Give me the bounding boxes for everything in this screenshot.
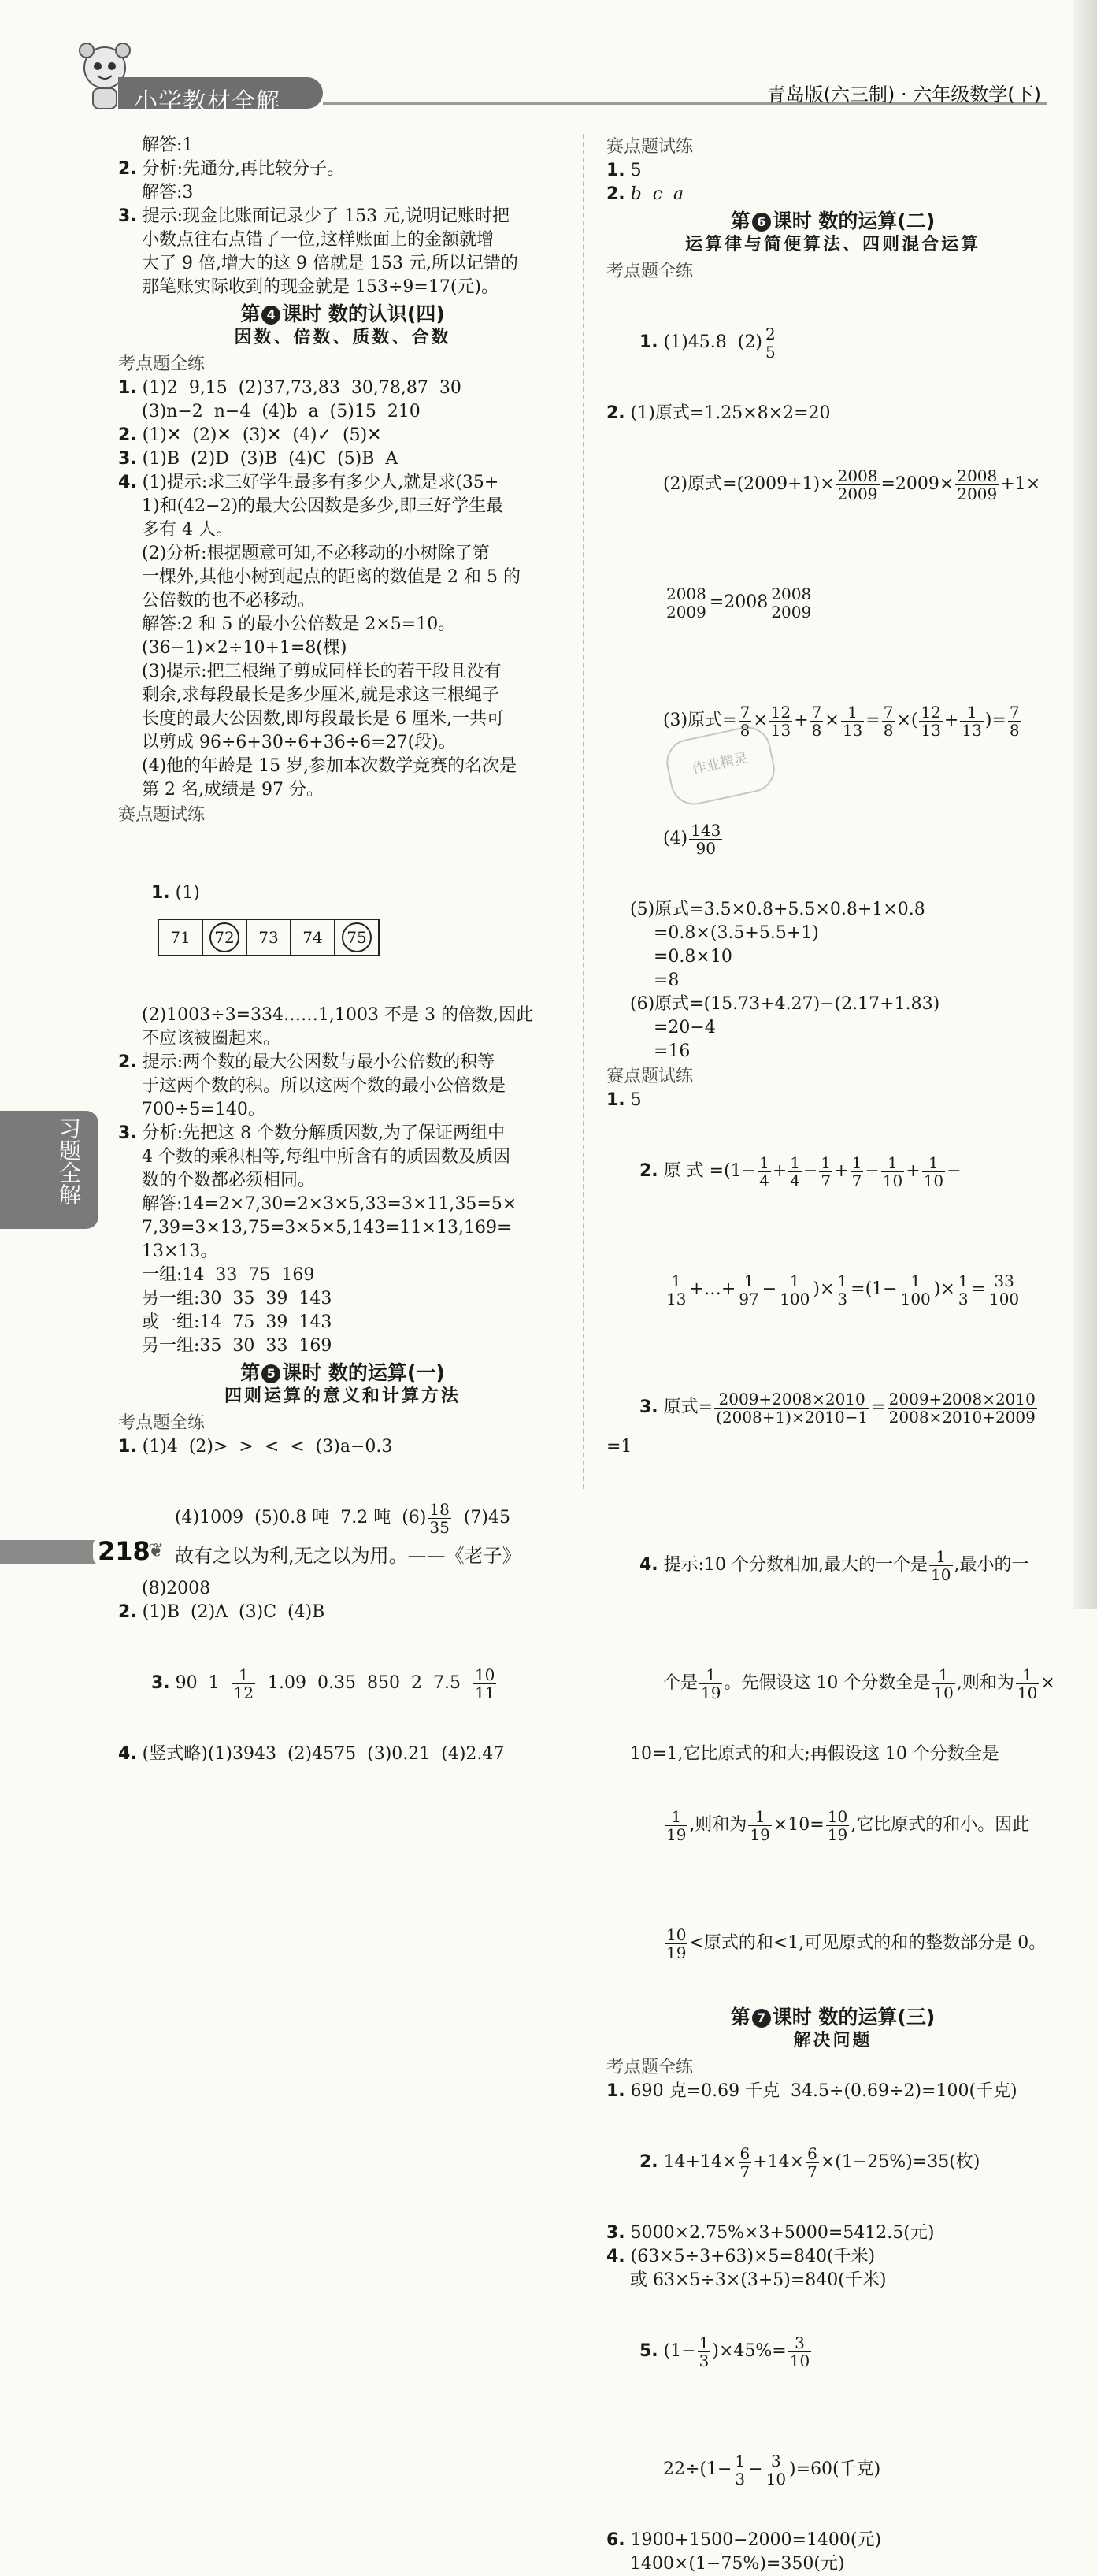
answer-line: 另一组:35 30 33 169 bbox=[142, 1336, 332, 1356]
lesson-subtitle: 因数、倍数、质数、合数 bbox=[234, 328, 451, 347]
answer-line: (3)提示:把三根绳子剪成同样长的若干段且没有 bbox=[142, 662, 502, 681]
answer-line: 多有 4 人。 bbox=[142, 520, 233, 540]
answer-line: 一棵外,其他小树到起点的距离的数值是 2 和 5 的 bbox=[142, 567, 521, 587]
lesson-title: 第 5 课时 数的运算(一) bbox=[240, 1361, 445, 1384]
side-tab-label: 习题全解 bbox=[56, 1117, 82, 1205]
answer-line: (5)原式=3.5×0.8+5.5×0.8+1×0.8 bbox=[630, 900, 925, 919]
answer-line: (6)原式=(15.73+4.27)−(2.17+1.83) bbox=[630, 994, 940, 1014]
footer-quote: 故有之以为利,无之以为用。——《老子》 bbox=[175, 1545, 521, 1567]
answer-line: 个是 $\frac{1}{19}$ 。先假设这 10 个分数全是 $\frac{1}{10}$ ,则和为 $\frac{1}{10}$ × bbox=[662, 1665, 1055, 1702]
answer-line: 10=1,它比原式的和大;再假设这 10 个分数全是 bbox=[630, 1744, 999, 1764]
watermark-stamp: 作业精灵 bbox=[662, 722, 780, 809]
leaf-icon: ❦ bbox=[148, 1539, 165, 1561]
answer-line: =0.8×10 bbox=[654, 947, 732, 967]
answer-line: 公倍数的也不必移动。 bbox=[142, 591, 316, 611]
section-label: 赛点题试练 bbox=[606, 1067, 694, 1086]
answer-line: (2)分析:根据题意可知,不必移动的小树除了第 bbox=[142, 544, 490, 563]
answer-line: (1)2 9,15 (2)37,73,83 30,78,87 30 bbox=[142, 378, 461, 398]
grid-cell: 71 bbox=[159, 919, 203, 956]
lesson-number-badge: 7 bbox=[752, 2009, 771, 2028]
answer-line: $\frac{10}{19}$ <原式的和<1,可见原式的和的整数部分是 0。 bbox=[665, 1925, 1047, 1962]
answer-line: (3)原式= $\frac{7}{8}$ × $\frac{12}{13}$ + $\frac{7}{8}$ × $\frac{1}{13}$ = $\frac{7}{8}$ ×( $\frac{12}{13}$ + $\frac{1}{13}$ )= $\frac{7}{8}$ bbox=[662, 702, 1020, 740]
item-number: 2. bbox=[118, 159, 137, 179]
section-label: 赛点题试练 bbox=[118, 805, 206, 825]
answer-line: 一组:14 33 75 169 bbox=[142, 1265, 315, 1285]
answer-line: (4) $\frac{143}{90}$ bbox=[662, 820, 721, 858]
answer-line: 4 个数的乘积相等,每组中所含有的质因数及质因 bbox=[142, 1147, 510, 1167]
grid-cell-circled: 72 bbox=[203, 919, 247, 956]
fraction: $\frac{18}{35}$ bbox=[429, 1499, 450, 1537]
lesson-number-badge: 5 bbox=[261, 1364, 280, 1383]
lesson-subtitle: 四则运算的意义和计算方法 bbox=[224, 1386, 461, 1406]
lesson-title: 第 4 课时 数的认识(四) bbox=[240, 303, 445, 325]
answer-line: 1)和(42−2)的最大公因数是多少,即三好学生最 bbox=[142, 496, 504, 516]
answer-line: $\frac{1}{13}$ +…+ $\frac{1}{97}$ − $\frac{1}{100}$ )× $\frac{1}{3}$ =(1− $\frac{1}{100}$ )× $\frac{1}{3}$ = $\frac{33}{100}$ bbox=[665, 1271, 1020, 1308]
answer-line: (8)2008 bbox=[142, 1579, 211, 1598]
answer-line: 13×13。 bbox=[142, 1242, 218, 1261]
answer-line: 第 2 名,成绩是 97 分。 bbox=[142, 780, 324, 800]
answer-line: 690 克=0.69 千克 34.5÷(0.69÷2)=100(千克) bbox=[630, 2081, 1017, 2101]
answer-line: 提示:两个数的最大公因数与最小公倍数的积等 bbox=[142, 1052, 495, 1072]
answer-line: 1900+1500−2000=1400(元) bbox=[630, 2530, 882, 2550]
answer-line: (63×5÷3+63)×5=840(千米) bbox=[630, 2247, 876, 2266]
answer-line: (1)4 (2)> > < < (3)a−0.3 bbox=[142, 1437, 393, 1457]
side-tab bbox=[0, 1111, 98, 1229]
answer-line: (2)原式=(2009+1)× $\frac{2008}{2009}$ =2009× $\frac{2008}{2009}$ +1× bbox=[662, 466, 1041, 503]
answer-line: (竖式略)(1)3943 (2)4575 (3)0.21 (4)2.47 bbox=[142, 1744, 505, 1764]
answer-line: 1400×(1−75%)=350(元) bbox=[630, 2554, 845, 2574]
section-label: 考点题全练 bbox=[118, 1413, 206, 1433]
answer-line: 4. 提示:10 个分数相加,最大的一个是 $\frac{1}{10}$ ,最小的一 bbox=[639, 1546, 1029, 1584]
answer-line: 或一组:14 75 39 143 bbox=[142, 1312, 332, 1332]
fraction: $\frac{1}{12}$ bbox=[233, 1665, 254, 1702]
answer-line: 另一组:30 35 39 143 bbox=[142, 1289, 332, 1308]
lesson-subtitle: 运算律与简便算法、四则混合运算 bbox=[684, 235, 980, 254]
answer-line: (1)B (2)D (3)B (4)C (5)B A bbox=[142, 449, 398, 469]
grid-cell: 73 bbox=[247, 919, 291, 956]
lesson-title: 第 7 课时 数的运算(三) bbox=[730, 2006, 936, 2029]
answer-line: (36−1)×2÷10+1=8(棵) bbox=[142, 638, 347, 658]
answer-line: =20−4 bbox=[654, 1018, 716, 1037]
page-edge bbox=[1073, 0, 1097, 1609]
answer-line: 5. (1− $\frac{1}{3}$ )×45%= $\frac{3}{10}$ bbox=[639, 2333, 810, 2370]
lesson-number-badge: 6 bbox=[752, 213, 771, 232]
answer-line: 于这两个数的积。所以这两个数的最小公倍数是 bbox=[142, 1076, 506, 1096]
answer-line: 7,39=3×13,75=3×5×5,143=11×13,169= bbox=[142, 1218, 512, 1238]
text-line: 解答:1 bbox=[142, 135, 194, 155]
answer-line: (4)1009 (5)0.8 吨 7.2 吨 (6) $\frac{18}{35}$ (7)45 bbox=[174, 1499, 510, 1537]
answer-line: =8 bbox=[654, 971, 680, 990]
edition-label: 青岛版(六三制) · 六年级数学(下) bbox=[766, 84, 1041, 106]
grid-cell-circled: 75 bbox=[335, 919, 380, 956]
fraction: $\frac{10}{11}$ bbox=[474, 1665, 495, 1702]
text-line: 分析:先通分,再比较分子。 bbox=[142, 159, 345, 179]
answer-line: 22÷(1− $\frac{1}{3}$ − $\frac{3}{10}$ )=60(千克) bbox=[662, 2451, 881, 2489]
answer-line: =16 bbox=[654, 1041, 691, 1061]
answer-line: 5 bbox=[630, 1090, 642, 1110]
answer-line: 3. 原式= $\frac{2009+2008\times 2010}{(2008+1)\times 2010-1}$ = $\frac{2009+2008\times 2010}{2008\times 2010+2009}$ =1 bbox=[606, 1389, 1036, 1457]
book-title: 小学教材全解 bbox=[134, 88, 280, 116]
grid-cell: 74 bbox=[291, 919, 335, 956]
answer-line: 或 63×5÷3×(3+5)=840(千米) bbox=[630, 2270, 887, 2290]
lesson-number-badge: 4 bbox=[261, 306, 280, 325]
answer-line: 1. (1)45.8 (2) $\frac{2}{5}$ bbox=[639, 324, 776, 362]
page-number: 218 bbox=[93, 1536, 155, 1566]
answer-line: 解答:2 和 5 的最小公倍数是 2×5=10。 bbox=[142, 614, 456, 634]
answer-line: 长度的最大公因数,即每段最长是 6 厘米,一共可 bbox=[142, 709, 504, 729]
answer-line: 不应该被圈起来。 bbox=[142, 1029, 281, 1049]
answer-line: (1)提示:求三好学生最多有多少人,就是求(35+ bbox=[142, 473, 499, 492]
answer-line: 剩余,求每段最长是多少厘米,就是求这三根绳子 bbox=[142, 685, 499, 705]
answer-line: $\frac{1}{19}$ ,则和为 $\frac{1}{19}$ ×10= $\frac{10}{19}$ ,它比原式的和小。因此 bbox=[665, 1806, 1030, 1844]
answer-line: (1)原式=1.25×8×2=20 bbox=[630, 403, 831, 423]
right-column: 赛点题试练 1. 5 2. b c a 第 6 课时 数的运算(二) 运算律与简便算法、四则混合运算 考点题全练 1. (1)45.8 (2) $\frac{2}{5}$ 2. (1)原式=1.25×8×2=20 (2)原式=(2009+1)× $\frac{2008}{2009}$ =2009× $\frac{2008}{2009}$ +1× $\frac{2008}{2009}$ =2008 $\frac{2008}{2009}$ (3)原式= $\frac{7}{8}$ × $\frac{12}{13}$ + $\frac{7}{8}$ × $\frac{1}{13}$ = $\frac{7}{8}$ ×( $\frac{12}{13}$ + $\frac{1}{13}$ )= $\frac{7}{8}$ (4) $\frac{143}{90}$ (5)原式=3.5×0.8+5.5×0.8+1×0.8 =0.8×(3.5+5.5+1) =0.8×10 =8 (6)原式=(15.73+4.27)−(2.17+1.83) =20−4 =16 赛点题试练 1. 5 2. 原 式 =(1− $\frac{1}{4}$ + $\frac{1}{4}$ − $\frac{1}{7}$ + $\frac{1}{7}$ − $\frac{1}{10}$ + $\frac{1}{10}$ − $\frac{1}{13}$ +…+ $\frac{1}{97}$ − $\frac{1}{100}$ )× $\frac{1}{3}$ =(1− $\frac{1}{100}$ )× $\frac{1}{3}$ = $\frac{33}{100}$ 3. 原式= $\frac{2009+2008\times 2010}{(2008+1)\times 2010-1}$ = $\frac{2009+2008\times 2010}{2008\times 2010+2009}$ =1 4. 提示:10 个分数相加,最大的一个是 $\frac{1}{10}$ ,最小的一 个是 $\frac{1}{19}$ 。先假设这 10 个分数全是 $\frac{1}{10}$ ,则和为 $\frac{1}{10}$ × 10=1,它比原式的和大;再假设这 10 个分数全是 $\frac{1}{19}$ ,则和为 $\frac{1}{19}$ ×10= $\frac{10}{19}$ ,它比原式的和小。因此 $\frac{10}{19}$ <原式的和<1,可见原式的和的整数部分是 0。 第 7 课时 数的运算(三) 解决问题 考点题全练 1. 690 克=0.69 千克 34.5÷(0.69÷2)=100(千克) 2. 14+14× $\frac{6}{7}$ +14× $\frac{6}{7}$ ×(1−25%)=35(枚) 3. 5000×2.75%×3+5000=5412.5(元) 4. (63×5÷3+63)×5=840(千米) 或 63×5÷3×(3+5)=840(千米) 5. (1− $\frac{1}{3}$ )×45%= $\frac{3}{10}$ 22÷(1− $\frac{1}{3}$ − $\frac{3}{10}$ )=60(千克) 6. 1900+1500−2000=1400(元) 1400×(1−75%)=350(元) bbox=[606, 134, 1059, 2576]
lesson-subtitle: 解决问题 bbox=[793, 2031, 873, 2051]
text-line: 解答:3 bbox=[142, 183, 194, 202]
number-grid bbox=[158, 919, 380, 956]
answer-line: (1)B (2)A (3)C (4)B bbox=[142, 1602, 325, 1622]
answer-line: 3. 90 1 $\frac{1}{12}$ 1.09 0.35 850 2 7.5 $\frac{10}{11}$ bbox=[150, 1665, 495, 1702]
answer-line: (2)1003÷3=334……1,1003 不是 3 的倍数,因此 bbox=[142, 1005, 533, 1025]
text-line: 提示:现金比账面记录少了 153 元,说明记账时把 bbox=[142, 206, 510, 226]
answer-line: b c a bbox=[630, 184, 684, 204]
answer-line: (1) bbox=[175, 883, 200, 903]
section-label: 考点题全练 bbox=[118, 354, 206, 374]
lesson-title: 第 6 课时 数的运算(二) bbox=[730, 210, 936, 232]
answer-line: =0.8×(3.5+5.5+1) bbox=[654, 923, 819, 943]
answer-line: 700÷5=140。 bbox=[142, 1100, 265, 1119]
answer-line: 2. 原 式 =(1− $\frac{1}{4}$ + $\frac{1}{4}$ − $\frac{1}{7}$ + $\frac{1}{7}$ − $\frac{1}{10}$ + $\frac{1}{10}$ − bbox=[639, 1153, 962, 1190]
text-line: 小数点往右点错了一位,这样账面上的金额就增 bbox=[142, 230, 494, 250]
answer-line: 解答:14=2×7,30=2×3×5,33=3×11,35=5× bbox=[142, 1194, 517, 1214]
answer-line: (1)✕ (2)✕ (3)✕ (4)✓ (5)✕ bbox=[142, 425, 382, 445]
page-header bbox=[0, 63, 1055, 116]
answer-line: $\frac{2008}{2009}$ =2008 $\frac{2008}{2009}$ bbox=[665, 584, 812, 622]
answer-line: 2. 14+14× $\frac{6}{7}$ +14× $\frac{6}{7}$ ×(1−25%)=35(枚) bbox=[639, 2144, 980, 2181]
section-label: 考点题全练 bbox=[606, 262, 694, 281]
answer-line: (3)n−2 n−4 (4)b a (5)15 210 bbox=[142, 402, 421, 421]
text-line: 那笔账实际收到的现金就是 153÷9=17(元)。 bbox=[142, 277, 499, 297]
section-label: 考点题全练 bbox=[606, 2058, 694, 2077]
answer-line: 以剪成 96÷6+30÷6+36÷6=27(段)。 bbox=[142, 733, 456, 752]
answer-line: 5 bbox=[630, 161, 642, 180]
answer-line: 数的个数都必须相同。 bbox=[142, 1171, 316, 1190]
answer-line: (4)他的年龄是 15 岁,参加本次数学竞赛的名次是 bbox=[142, 756, 517, 776]
left-column: 解答:1 2. 分析:先通分,再比较分子。 解答:3 3. 提示:现金比账面记录少了 153 元,说明记账时把 小数点往右点错了一位,这样账面上的金额就增 大了 9 倍,增大的这 9 倍就是 153 元,所以记错的 那笔账实际收到的现金就是 153÷9=17(元)。 第 4 课时 数的认识(四) 因数、倍数、质数、合数 考点题全练 1. (1)2 9,15 (2)37,73,83 30,78,87 30 (3)n−2 n−4 (4)b a (5)15 210 2. (1)✕ (2)✕ (3)✕ (4)✓ (5)✕ 3. (1)B (2)D (3)B (4)C (5)B A 4. (1)提示:求三好学生最多有多少人,就是求(35+ 1)和(42−2)的最大公因数是多少,即三好学生最 多有 4 人。 (2)分析:根据题意可知,不必移动的小树除了第 一棵外,其他小树到起点的距离的数值是 2 和 5 的 公倍数的也不必移动。 解答:2 和 5 的最小公倍数是 2×5=10。 (36−1)×2÷10+1=8(棵) (3)提示:把三根绳子剪成同样长的若干段且没有 剩余,求每段最长是多少厘米,就是求这三根绳子 长度的最大公因数,即每段最长是 6 厘米,一共可 以剪成 96÷6+30÷6+36÷6=27(段)。 (4)他的年龄是 15 岁,参加本次数学竞赛的名次是 第 2 名,成绩是 97 分。 赛点题试练 1. (1) 71 72 73 74 75 (2)1003÷3=334……1,1003 不是 3 的倍数,因此 不应该被圈起来。 2. 提示:两个数的最大公因数与最小公倍数的积等 于这两个数的积。所以这两个数的最小公倍数是 700÷5=140。 3. 分析:先把这 8 个数分解质因数,为了保证两组中 4 个数的乘积相等,每组中所含有的质因数及质因 数的个数都必须相同。 解答:14=2×7,30=2×3×5,33=3×11,35=5× 7,39=3×13,75=3×5×5,143=11×13,169= 13×13。 一组:14 33 75 169 另一组:30 35 39 143 或一组:14 75 39 143 另一组:35 30 33 169 第 5 课时 数的运算(一) 四则运算的意义和计算方法 考点题全练 1. (1)4 (2)> > < < (3)a−0.3 (4)1009 (5)0.8 吨 7.2 吨 (6) $\frac{18}{35}$ (7)45 (8)2008 2. (1)B (2)A (3)C (4)B 3. 90 1 $\frac{1}{12}$ 1.09 0.35 850 2 7.5 $\frac{10}{11}$ 4. (竖式略)(1)3943 (2)4575 (3)0.21 (4)2.47 bbox=[118, 134, 567, 1766]
item-number: 3. bbox=[118, 206, 137, 226]
column-divider bbox=[583, 134, 584, 1489]
answer-line: 5000×2.75%×3+5000=5412.5(元) bbox=[630, 2223, 935, 2243]
answer-line: 分析:先把这 8 个数分解质因数,为了保证两组中 bbox=[142, 1123, 506, 1143]
text-line: 大了 9 倍,增大的这 9 倍就是 153 元,所以记错的 bbox=[142, 254, 518, 273]
section-label: 赛点题试练 bbox=[606, 137, 694, 157]
